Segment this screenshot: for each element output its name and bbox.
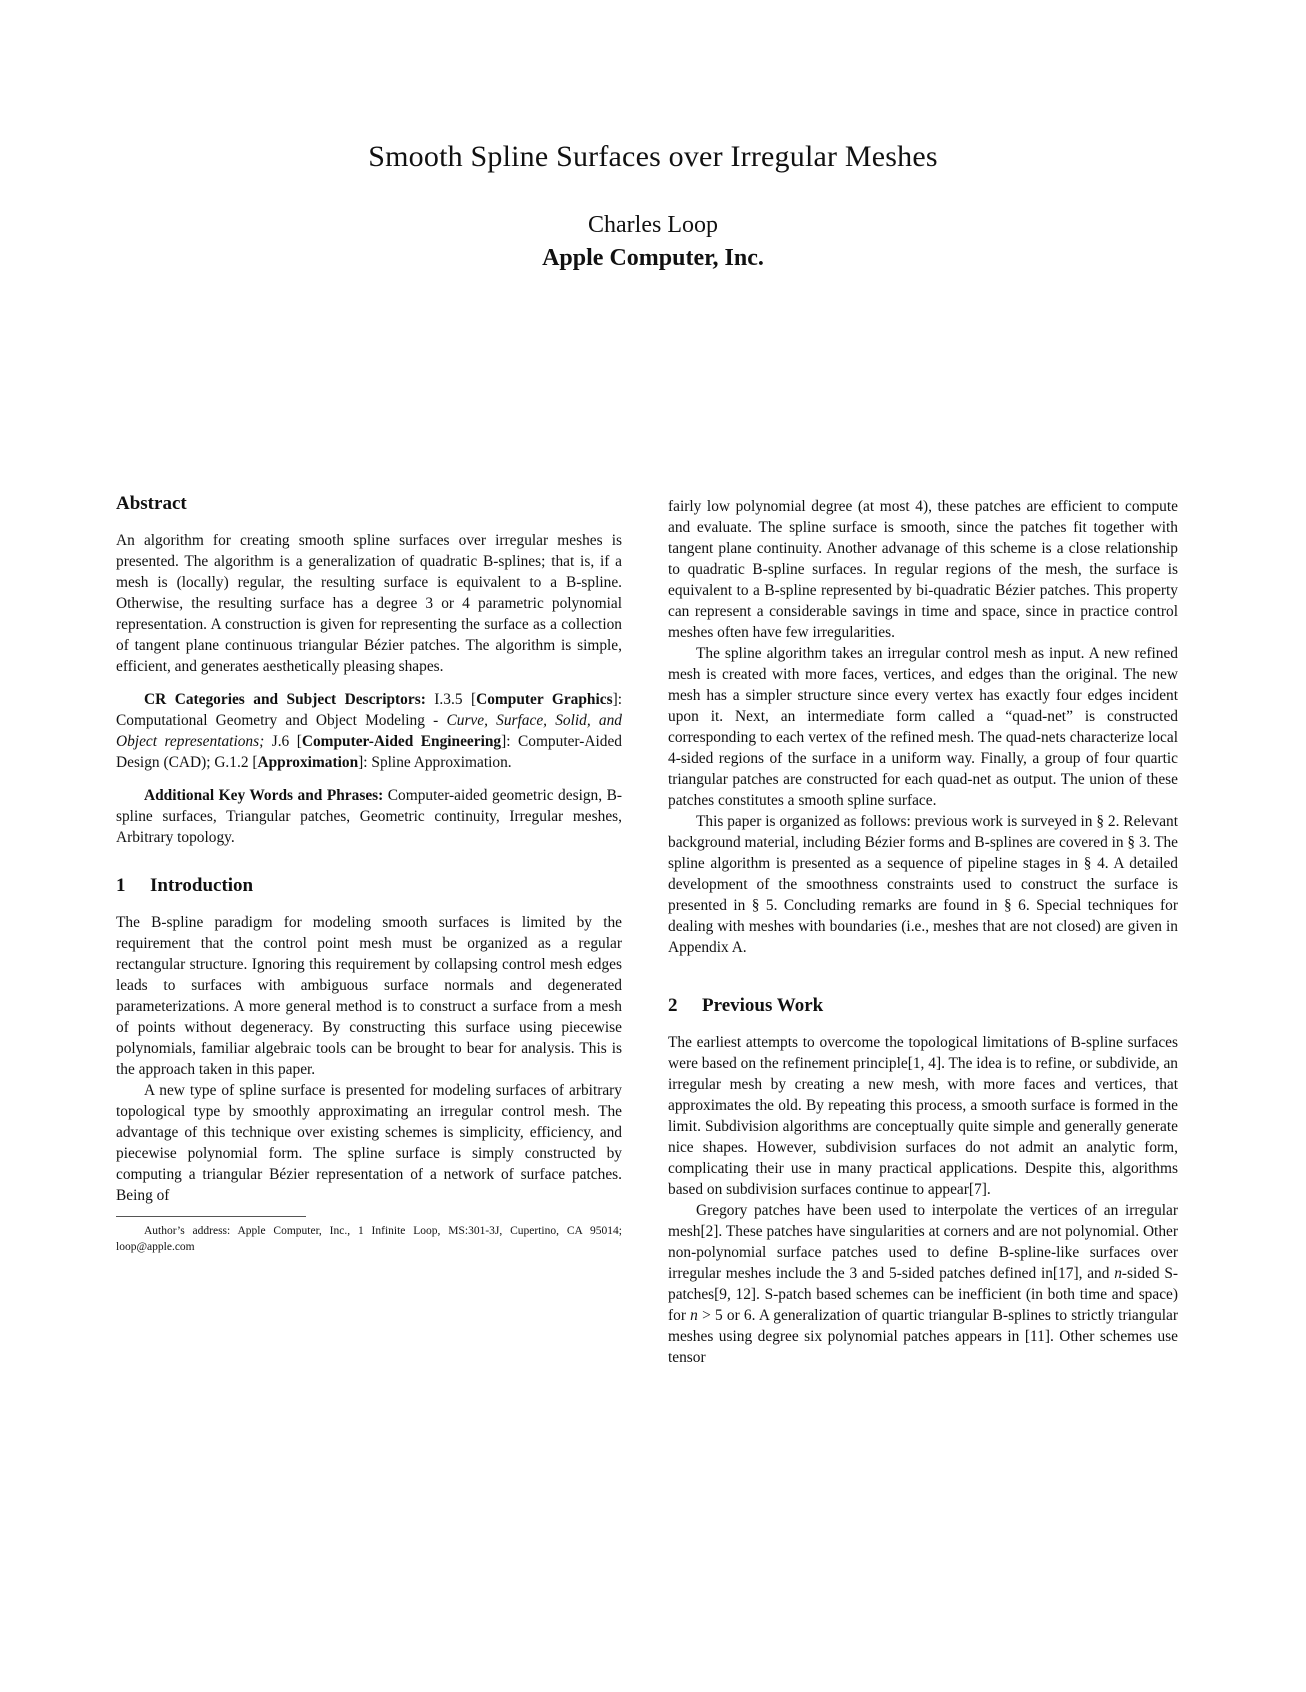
cr-text-2: ]: Computational Geometry and Object Modeling - [116,691,622,729]
author-affiliation: Apple Computer, Inc. [542,245,764,271]
intro-paragraph-2: A new type of spline surface is presented for modeling surfaces of arbitrary topological type by smoothly approximating an irregular control mesh. The advantage of this technique over existing schemes is simplicity, efficiency, and piecewise polynomial form. The spline surface is simply constructed by computing a triangular Bézier representation of a network of surface patches. Being of [116,1082,622,1204]
previous-p2-text-2: -sided S-patches[9, 12]. S-patch based schemes can be inefficient (in both time and space) for [668,1265,1179,1324]
previous-work-number: 2 [668,995,678,1016]
footnote: Author’s address: Apple Computer, Inc., 1 Infinite Loop, MS:301-3J, Cupertino, CA 95014; loop@apple.com [116,1225,622,1253]
keywords-text: Computer-aided geometric design, B-spline surfaces, Triangular patches, Geometric continuity, Irregular meshes, Arbitrary topology. [116,787,622,846]
math-n-1: n [1114,1265,1122,1282]
cr-text-3: J.6 [ [264,733,302,750]
cr-bold-1: Computer Graphics [476,691,613,708]
previous-work-heading [668,994,1178,1018]
math-n-2: n [690,1307,698,1324]
cr-bold-2: Computer-Aided Engineering [301,733,502,750]
cr-text-1: I.3.5 [ [425,691,477,708]
cr-categories [116,689,622,773]
previous-work-title: Previous Work [702,995,824,1016]
intro-paragraph-3: fairly low polynomial degree (at most 4), these patches are efficient to compute and evaluate. The spline surface is smooth, since the patches fit together with tangent plane continuity. Another advanage of this scheme is a close relationship to quadratic B-spline surfaces. In regular regions of the mesh, the surface is equivalent to a B-spline represented by bi-quadratic Bézier patches. This property can represent a considerable savings in time and space, since in practice control meshes often have few irregularities. [668,498,1178,641]
left-column [116,492,622,1255]
previous-paragraph-1: The earliest attempts to overcome the topological limitations of B-spline surfaces were based on the refinement principle[1, 4]. The idea is to refine, or subdivide, an irregular mesh by creating a new mesh, with more faces and vertices, that approximates the old. By repeating this process, a smooth surface is formed in the limit. Subdivision algorithms are conceptually quite simple and generally generate nice shapes. However, subdivision surfaces do not admit an analytic form, complicating their use in many practical applications. Despite this, algorithms based on subdivision surfaces continue to appear[7]. [668,1034,1178,1198]
keywords-label: Additional Key Words and Phrases: [144,787,384,804]
cr-label: CR Categories and Subject Descriptors: [144,691,426,708]
intro-paragraph-5: This paper is organized as follows: previous work is surveyed in § 2. Relevant background material, including Bézier forms and B-splines are covered in § 3. The spline algorithm is presented as a sequence of pipeline stages in § 4. A detailed development of the smoothness constraints used to construct the surface is presented in § 5. Concluding remarks are found in § 6. Special techniques for dealing with meshes with boundaries (i.e., meshes that are not closed) are given in Appendix A. [668,813,1179,956]
abstract-heading: Abstract [116,493,187,514]
intro-paragraph-4: The spline algorithm takes an irregular control mesh as input. A new refined mesh is created with more faces, vertices, and edges than the original. The new mesh has a simpler structure since every vertex has exactly four edges incident upon it. Next, an intermediate form called a “quad-net” is constructed corresponding to each vertex of the refined mesh. The quad-nets characterize local 4-sided regions of the surface in a uniform way. Finally, a group of four quartic triangular patches are constructed for each quad-net as output. The union of these patches constitutes a smooth spline surface. [668,645,1178,809]
intro-number: 1 [116,875,126,896]
paper-title: Smooth Spline Surfaces over Irregular Meshes [368,140,938,173]
right-column [668,496,1178,1368]
intro-paragraph-1: The B-spline paradigm for modeling smooth surfaces is limited by the requirement that the control point mesh must be organized as a regular rectangular structure. Ignoring this requirement by collapsing control mesh edges leads to surfaces with ambiguous surface normals and degenerated parameterizations. A more general method is to construct a surface from a mesh of points without degeneracy. By constructing this surface using piecewise polynomials, familiar algebraic tools can be brought to bear for analysis. This is the approach taken in this paper. [116,914,622,1078]
intro-title: Introduction [150,875,254,896]
intro-heading [116,874,622,898]
previous-p2-text-1: Gregory patches have been used to interpolate the vertices of an irregular mesh[2]. These patches have singularities at corners and are not polynomial. Other non-polynomial surface patches used to define B-spline-like surfaces over irregular meshes include the 3 and 5-sided patches defined in[17], and [668,1202,1178,1282]
cr-italic-1: Curve, Surface, Solid, and Object representations; [116,712,622,750]
abstract-text: An algorithm for creating smooth spline surfaces over irregular meshes is presented. The algorithm is a generalization of quadratic B-splines; that is, if a mesh is (locally) regular, the resulting surface is equivalent to a B-spline. Otherwise, the resulting surface has a degree 3 or 4 parametric polynomial representation. A construction is given for representing the surface as a collection of tangent plane continuous triangular Bézier patches. The algorithm is simple, efficient, and generates aesthetically pleasing shapes. [116,532,622,675]
author-name: Charles Loop [588,212,718,238]
keywords [116,785,622,848]
previous-paragraph-2 [668,1200,1178,1368]
cr-bold-3: Approximation [257,754,359,771]
title-block [0,140,1306,272]
cr-text-4: ]: Computer-Aided Design (CAD); G.1.2 [ [116,733,622,771]
footnote-rule [116,1216,306,1217]
previous-p2-text-3: > 5 or 6. A generalization of quartic triangular B-splines to strictly triangular meshes using degree six polynomial patches appears in [11]. Other schemes use tensor [668,1307,1179,1366]
cr-text-5: ]: Spline Approximation. [358,754,512,771]
